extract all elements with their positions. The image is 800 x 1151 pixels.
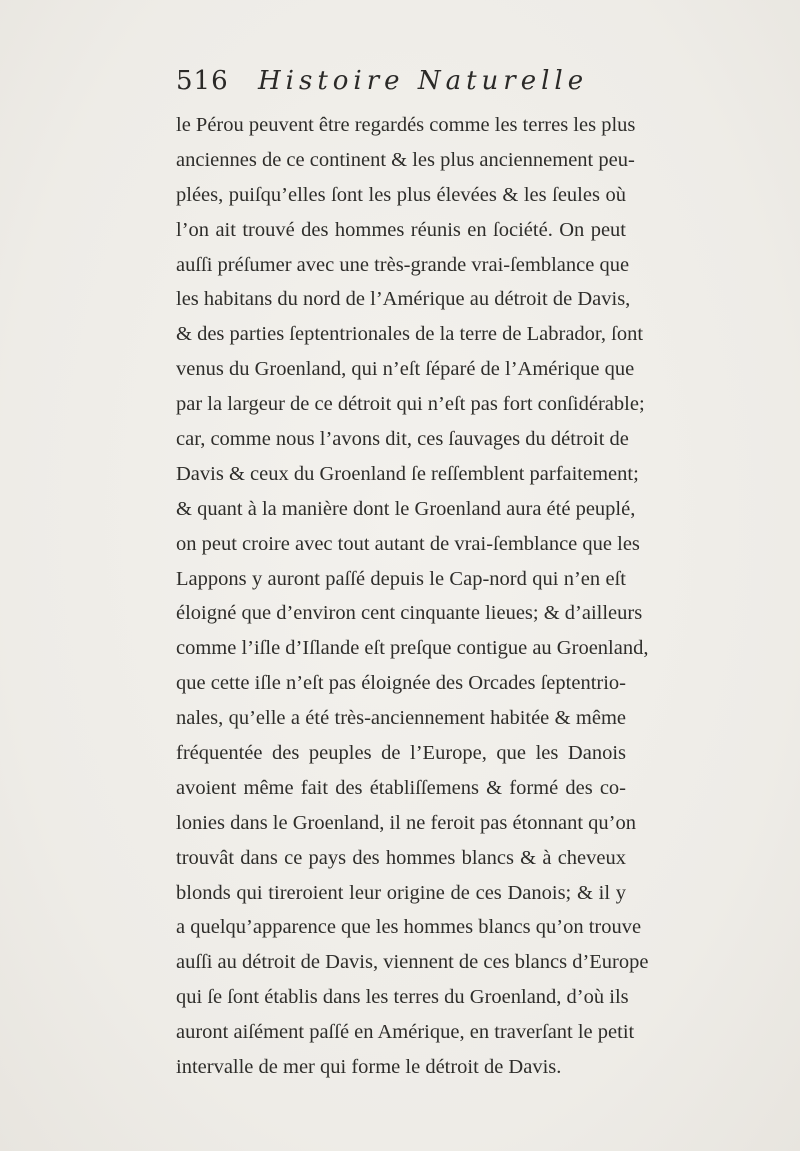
text-line: venus du Groenland, qui n’eſt ſéparé de l’Amérique que	[176, 358, 635, 381]
text-line: que cette iſle n’eſt pas éloignée des Orcades ſeptentrio-	[176, 672, 626, 695]
text-line: car, comme nous l’avons dit, ces ſauvages du détroit de	[176, 428, 629, 451]
text-line: & quant à la manière dont le Groenland aura été peuplé,	[176, 497, 636, 520]
text-line: nales, qu’elle a été très-anciennement habitée & même	[176, 707, 626, 730]
text-line: auſſi préſumer avec une très-grande vrai-ſemblance que	[176, 253, 630, 276]
text-line: qui ſe ſont établis dans les terres du Groenland, d’où ils	[176, 986, 629, 1009]
page-number: 516	[176, 66, 229, 96]
text-line: par la largeur de ce détroit qui n’eſt pas fort conſidérable;	[176, 393, 645, 416]
text-line: anciennes de ce continent & les plus anciennement peu-	[176, 148, 635, 171]
running-head: Histoire Naturelle	[258, 66, 589, 96]
text-line: on peut croire avec tout autant de vrai-ſemblance que les	[176, 532, 640, 555]
text-line: le Pérou peuvent être regardés comme les terres les plus	[176, 114, 636, 136]
text-line: intervalle de mer qui forme le détroit de Davis.	[176, 1056, 562, 1079]
text-line: les habitans du nord de l’Amérique au détroit de Davis,	[176, 288, 631, 311]
text-line: plées, puiſqu’elles ſont les plus élevées & les ſeules où	[176, 183, 626, 206]
text-line: auſſi au détroit de Davis, viennent de ces blancs d’Europe	[176, 951, 649, 974]
text-line: fréquentée des peuples de l’Europe, que les Danois	[176, 742, 626, 765]
text-line: l’on ait trouvé des hommes réunis en ſociété. On peut	[176, 218, 626, 241]
text-line: avoient même fait des établiſſemens & formé des co-	[176, 776, 626, 799]
text-line: auront aiſément paſſé en Amérique, en traverſant le petit	[176, 1021, 635, 1044]
text-line: a quelqu’apparence que les hommes blancs qu’on trouve	[176, 916, 642, 939]
text-line: lonies dans le Groenland, il ne feroit pas étonnant qu’on	[176, 811, 636, 834]
text-line: Davis & ceux du Groenland ſe reſſemblent parfaitement;	[176, 462, 639, 485]
page-header	[176, 66, 646, 102]
text-line: éloigné que d’environ cent cinquante lieues; & d’ailleurs	[176, 602, 643, 625]
text-line: blonds qui tireroient leur origine de ces Danois; & il y	[176, 881, 626, 904]
text-line: & des parties ſeptentrionales de la terre de Labrador, ſont	[176, 323, 644, 346]
text-line: Lappons y auront paſſé depuis le Cap-nord qui n’en eſt	[176, 567, 626, 590]
text-line: comme l’iſle d’Iſlande eſt preſque contigue au Groenland,	[176, 637, 649, 660]
text-line: trouvât dans ce pays des hommes blancs & à cheveux	[176, 846, 626, 869]
body-text	[176, 108, 649, 1085]
